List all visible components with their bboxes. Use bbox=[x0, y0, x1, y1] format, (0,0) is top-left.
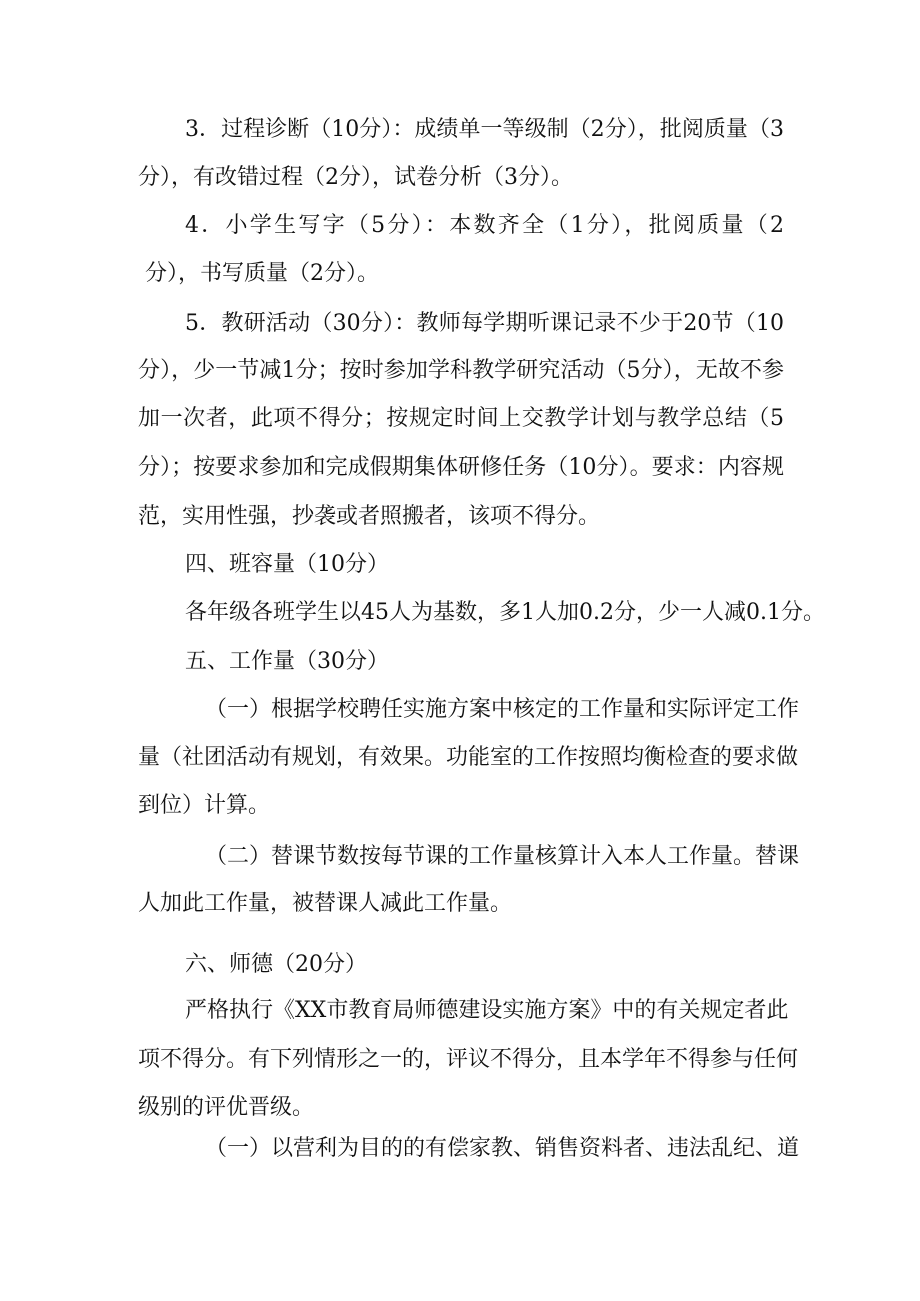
section-4-body: 各年级各班学生以45人为基数，多1人加0.2分，少一人减0.1分。 bbox=[185, 600, 825, 625]
section-6-body-line-2: 项不得分。有下列情形之一的，评议不得分，且本学年不得参与任何 bbox=[138, 1047, 799, 1072]
paragraph-5-line-2: 分），少一节减1分；按时参加学科教学研究活动（5分），无故不参 bbox=[138, 358, 784, 383]
section-5-heading: 五、工作量（30分） bbox=[185, 649, 389, 674]
paragraph-5-line-4: 分）；按要求参加和完成假期集体研修任务（10分）。要求：内容规 bbox=[138, 455, 784, 480]
section-6-body-line-3: 级别的评优晋级。 bbox=[138, 1095, 315, 1120]
section-6-item-1-line-1: （一）以营利为目的的有偿家教、销售资料者、违法乱纪、道 bbox=[205, 1136, 800, 1161]
section-5-item-2-line-1: （二）替课节数按每节课的工作量核算计入本人工作量。替课 bbox=[205, 844, 800, 869]
paragraph-5-line-5: 范，实用性强，抄袭或者照搬者，该项不得分。 bbox=[138, 504, 601, 529]
paragraph-3-line-1: 3．过程诊断（10分）：成绩单一等级制（2分），批阅质量（3 bbox=[185, 117, 784, 142]
paragraph-5-line-1: 5．教研活动（30分）：教师每学期听课记录不少于20节（10 bbox=[185, 311, 784, 336]
paragraph-4-line-1: 4．小学生写字（5分）：本数齐全（1分），批阅质量（2 bbox=[185, 213, 784, 238]
section-5-item-1-line-1: （一）根据学校聘任实施方案中核定的工作量和实际评定工作 bbox=[205, 697, 800, 722]
paragraph-3-line-2: 分），有改错过程（2分），试卷分析（3分）。 bbox=[138, 165, 573, 190]
section-5-item-1-line-2: 量（社团活动有规划，有效果。功能室的工作按照均衡检查的要求做 bbox=[138, 745, 799, 770]
section-6-body-line-1: 严格执行《XX市教育局师德建设实施方案》中的有关规定者此 bbox=[185, 998, 789, 1023]
section-4-heading: 四、班容量（10分） bbox=[185, 552, 389, 577]
paragraph-4-line-2: 分），书写质量（2分）。 bbox=[145, 261, 379, 286]
section-6-heading: 六、师德（20分） bbox=[185, 952, 367, 977]
section-5-item-1-line-3: 到位）计算。 bbox=[138, 793, 271, 818]
section-5-item-2-line-2: 人加此工作量，被替课人减此工作量。 bbox=[138, 891, 513, 916]
paragraph-5-line-3: 加一次者，此项不得分；按规定时间上交教学计划与教学总结（5 bbox=[138, 406, 784, 431]
